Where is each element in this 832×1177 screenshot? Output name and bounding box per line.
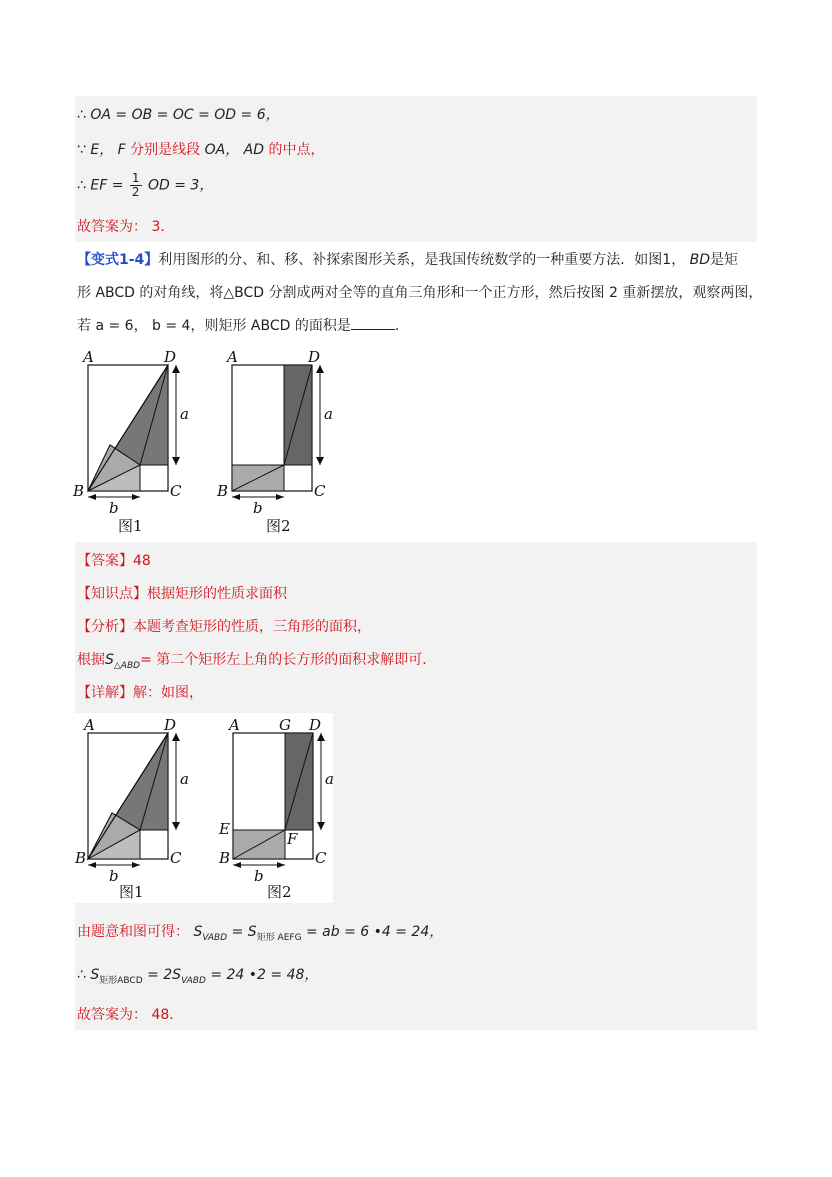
caption-fig2: 图2 bbox=[266, 517, 291, 535]
answer-line: 【答案】48 bbox=[77, 553, 151, 569]
sol-label-a: a bbox=[180, 770, 189, 788]
sol-label-D-2: D bbox=[309, 716, 322, 734]
sol-label-B-2: B bbox=[219, 849, 231, 867]
label-C: C bbox=[170, 482, 182, 500]
analysis-line: 【分析】本题考查矩形的性质，三角形的面积， bbox=[77, 619, 371, 635]
sol-caption-fig1: 图1 bbox=[119, 883, 144, 901]
final-line-1: 由题意和图可得： $S_{VABD} = S_{矩形 AEFG}$ = ab = 6 •4 = 24， bbox=[77, 924, 444, 943]
final-line-2: ∴ $S_{矩形ABCD} = 2S_{VABD} = 24$ •2 = 48， bbox=[77, 967, 319, 986]
sol-label-B: B bbox=[75, 849, 87, 867]
sol-label-A: A bbox=[84, 716, 95, 734]
label-B: B bbox=[73, 482, 85, 500]
label-D-2: D bbox=[308, 348, 321, 366]
sol-label-A-2: A bbox=[229, 716, 240, 734]
final-answer: 故答案为： 48． bbox=[77, 1007, 184, 1023]
sol-label-C: C bbox=[170, 849, 182, 867]
label-B-2: B bbox=[217, 482, 229, 500]
label-A-2: A bbox=[227, 348, 238, 366]
basis-line: 根据$S_{\triangle ABD}=$ 第二个矩形左上角的长方形的面积求解即可． bbox=[77, 652, 437, 671]
solution-figure bbox=[75, 713, 333, 903]
sol-label-F: F bbox=[287, 830, 298, 848]
label-a: a bbox=[180, 405, 189, 423]
label-a-2: a bbox=[324, 405, 333, 423]
caption-fig1: 图1 bbox=[118, 517, 143, 535]
problem-tag: 【变式1-4】 bbox=[77, 252, 159, 268]
label-b-2: b bbox=[253, 499, 263, 517]
fraction-half: $\frac{1}{2}$ bbox=[131, 171, 140, 199]
label-A: A bbox=[83, 348, 94, 366]
sol-label-D: D bbox=[164, 716, 177, 734]
top-answer: 故答案为： 3． bbox=[77, 219, 175, 235]
answer-blank bbox=[351, 317, 395, 330]
label-C-2: C bbox=[314, 482, 326, 500]
detail-line: 【详解】解：如图， bbox=[77, 685, 203, 701]
top-solution-line-1: ∴ OA = OB = OC = OD = 6， bbox=[77, 107, 280, 123]
problem-line-2: 形 ABCD 的对角线，将△BCD 分割成两对全等的直角三角形和一个正方形，然后按图 2 重新摆放，观察两图， bbox=[77, 285, 763, 301]
sol-caption-fig2: 图2 bbox=[267, 883, 292, 901]
knowledge-line: 【知识点】根据矩形的性质求面积 bbox=[77, 586, 287, 602]
problem-line-1: 【变式1-4】利用图形的分、和、移、补探索图形关系，是我国传统数学的一种重要方法．如图1， BD是矩 bbox=[77, 252, 739, 268]
sol-label-b-2: b bbox=[254, 867, 264, 885]
sol-label-E: E bbox=[219, 820, 230, 838]
sol-label-a-2: a bbox=[325, 770, 334, 788]
problem-line-3: 若 a = 6， b = 4，则矩形 ABCD 的面积是 ． bbox=[77, 318, 409, 334]
problem-figure bbox=[70, 345, 350, 540]
label-b: b bbox=[109, 499, 119, 517]
sol-label-G: G bbox=[279, 716, 291, 734]
top-solution-line-2: ∵ E， F 分别是线段 OA， AD 的中点， bbox=[77, 142, 325, 158]
sol-label-C-2: C bbox=[315, 849, 327, 867]
label-D: D bbox=[164, 348, 177, 366]
top-solution-line-3: ∴ EF = $\frac{1}{2}$ OD = 3， bbox=[77, 171, 214, 199]
sol-label-b: b bbox=[109, 867, 119, 885]
